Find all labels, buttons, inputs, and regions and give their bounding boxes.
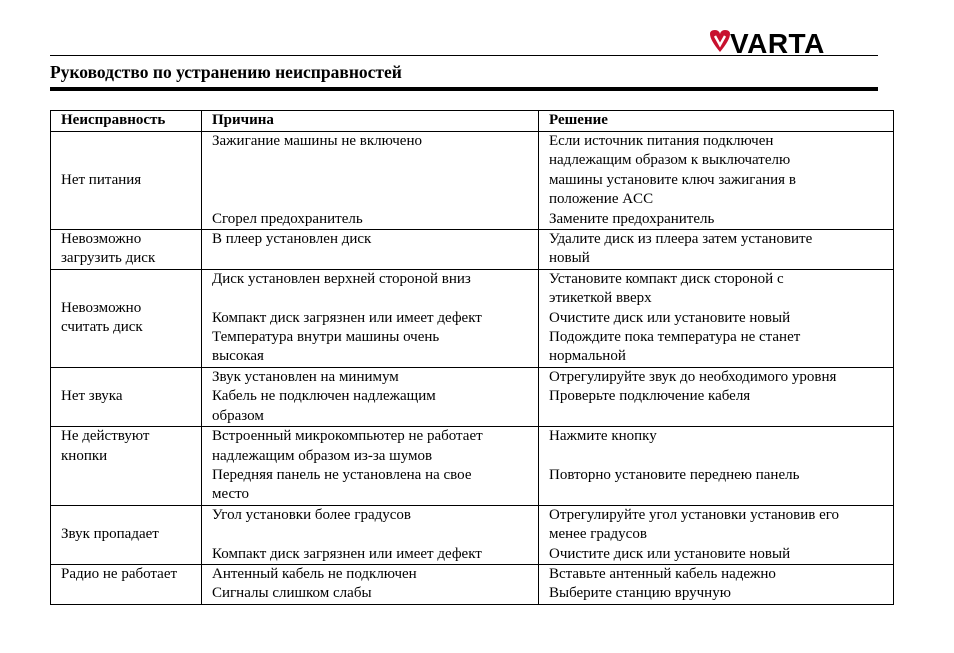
solution-line: менее градусов: [549, 526, 647, 543]
solution-line: надлежащим образом к выключателю: [549, 152, 791, 169]
fault-cell: [51, 132, 202, 230]
cause-cell: [202, 564, 539, 604]
cause-line: Встроенный микрокомпьютер не работает: [212, 428, 483, 445]
cause-line: образом: [212, 407, 264, 424]
cause-cell: [202, 132, 539, 230]
cause-line: высокая: [212, 348, 264, 365]
solution-cell: [539, 427, 894, 506]
solution-line: Отрегулируйте звук до необходимого уровня: [549, 368, 837, 385]
solution-line: Нажмите кнопку: [549, 428, 657, 445]
fault-cell: [51, 564, 202, 604]
fault-cell: [51, 269, 202, 367]
cause-cell: [202, 269, 539, 367]
solution-cell: [539, 564, 894, 604]
cause-line: Антенный кабель не подключен: [212, 565, 417, 582]
table-row: [51, 505, 894, 564]
cause-line: Компакт диск загрязнен или имеет дефект: [212, 545, 482, 562]
cause-cell: [202, 230, 539, 270]
table-header-row: [51, 111, 894, 132]
fault-cell: [51, 505, 202, 564]
solution-cell: [539, 132, 894, 230]
fault-label: Невозможно считать диск: [61, 299, 143, 336]
blank-line: [549, 447, 893, 466]
solution-cell: [539, 269, 894, 367]
header-rule: [50, 55, 878, 56]
cause-cell: [202, 367, 539, 426]
cause-line: Угол установки более градусов: [212, 506, 412, 523]
solution-line: Если источник питания подключен: [549, 133, 774, 149]
solution-line: новый: [549, 250, 590, 267]
troubleshooting-table: [50, 110, 894, 605]
fault-label: Невозможно загрузить диск: [61, 231, 156, 267]
fault-cell: [51, 230, 202, 270]
solution-line: Вставьте антенный кабель надежно: [549, 565, 776, 582]
solution-line: Отрегулируйте угол установки установив его: [549, 506, 840, 523]
solution-cell: [539, 367, 894, 426]
blank-line: [212, 289, 538, 308]
solution-line: машины установите ключ зажигания в: [549, 171, 796, 188]
cause-line: Компакт диск загрязнен или имеет дефект: [212, 309, 482, 326]
title-rule: [50, 87, 878, 91]
varta-logo: [706, 28, 882, 58]
varta-logo-text: VARTA: [730, 28, 825, 58]
blank-line: [212, 151, 538, 170]
page-title: Руководство по устранению неисправностей: [50, 62, 402, 82]
cause-line: место: [212, 486, 250, 503]
cause-cell: [202, 427, 539, 506]
header-solution: Решение: [539, 111, 894, 132]
solution-line: Очистите диск или установите новый: [549, 545, 791, 562]
cause-line: Сигналы слишком слабы: [212, 585, 372, 602]
cause-cell: [202, 505, 539, 564]
solution-line: Замените предохранитель: [549, 210, 715, 227]
cause-line: надлежащим образом из-за шумов: [212, 447, 433, 464]
cause-line: Зажигание машины не включено: [212, 133, 422, 149]
solution-line: Установите компакт диск стороной с: [549, 270, 784, 287]
solution-line: нормальной: [549, 348, 626, 365]
table-row: [51, 427, 894, 506]
solution-line: Удалите диск из плеера затем установите: [549, 231, 813, 248]
solution-line: Выберите станцию вручную: [549, 585, 731, 602]
varta-heart-icon: [710, 30, 730, 52]
cause-line: Температура внутри машины очень: [212, 329, 440, 346]
cause-line: Кабель не подключен надлежащим: [212, 388, 436, 405]
solution-cell: [539, 230, 894, 270]
table-row: [51, 564, 894, 604]
solution-line: Подождите пока температура не станет: [549, 329, 801, 346]
cause-line: Передняя панель не установлена на свое: [212, 466, 472, 483]
blank-line: [212, 171, 538, 190]
solution-line: Повторно установите переднею панель: [549, 466, 800, 483]
table-row: [51, 230, 894, 270]
header-fault: Неисправность: [51, 111, 202, 132]
fault-label: Не действуют кнопки: [61, 428, 150, 464]
solution-line: Проверьте подключение кабеля: [549, 388, 751, 405]
solution-line: этикеткой вверх: [549, 290, 652, 307]
fault-label: Нет питания: [61, 171, 142, 188]
cause-line: Диск установлен верхней стороной вниз: [212, 270, 471, 287]
table-row: [51, 132, 894, 230]
fault-cell: [51, 427, 202, 506]
table-row: [51, 269, 894, 367]
fault-label: Звук пропадает: [61, 526, 159, 543]
blank-line: [212, 525, 538, 544]
solution-line: положение ACC: [549, 191, 654, 208]
fault-label: Нет звука: [61, 388, 123, 405]
header-cause: Причина: [202, 111, 539, 132]
cause-line: Сгорел предохранитель: [212, 210, 363, 227]
solution-cell: [539, 505, 894, 564]
blank-line: [212, 190, 538, 209]
fault-cell: [51, 367, 202, 426]
cause-line: В плеер установлен диск: [212, 231, 372, 248]
cause-line: Звук установлен на минимум: [212, 368, 399, 385]
table-row: [51, 367, 894, 426]
fault-label: Радио не работает: [61, 565, 178, 582]
solution-line: Очистите диск или установите новый: [549, 309, 791, 326]
